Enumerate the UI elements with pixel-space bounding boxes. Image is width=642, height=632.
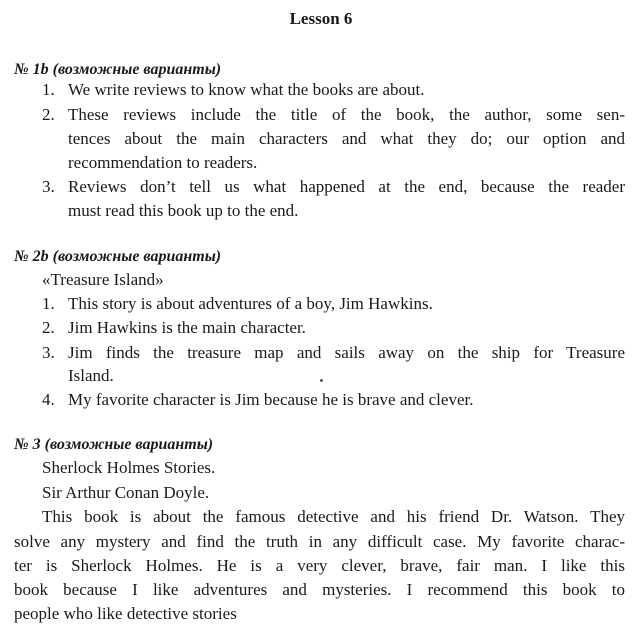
book-author: Sir Arthur Conan Doyle.	[42, 483, 210, 502]
item-number: 1.	[42, 80, 55, 99]
item-number: 4.	[42, 390, 55, 409]
item-text-line: tences about the main characters and what they do; our option and	[68, 129, 625, 148]
item-text-line: Island.	[68, 366, 114, 385]
section-3-heading: № 3 (возможные варианты)	[14, 436, 214, 453]
page-title: Lesson 6	[289, 9, 353, 28]
item-number: 1.	[42, 294, 55, 313]
item-text-line: must read this book up to the end.	[68, 201, 299, 220]
item-text-line: My favorite character is Jim because he is brave and clever.	[68, 390, 474, 409]
item-text-line: This story is about adventures of a boy, Jim Hawkins.	[68, 294, 433, 313]
item-number: 2.	[42, 318, 55, 337]
item-text-line: Reviews don’t tell us what happened at the end, because the reader	[68, 177, 625, 196]
section-2b-heading: № 2b (возможные варианты)	[14, 248, 222, 265]
item-text-line: We write reviews to know what the books are about.	[68, 80, 425, 99]
book-title: «Treasure Island»	[42, 270, 164, 289]
print-speck	[320, 379, 323, 382]
book-title: Sherlock Holmes Stories.	[42, 458, 216, 477]
item-number: 2.	[42, 105, 55, 124]
item-text-line: These reviews include the title of the book, the author, some sen-	[68, 105, 625, 124]
section-1b-heading: № 1b (возможные варианты)	[14, 61, 222, 78]
paragraph-line: solve any mystery and find the truth in any difficult case. My favorite charac-	[14, 532, 625, 551]
item-number: 3.	[42, 177, 55, 196]
paragraph-line: This book is about the famous detective and his friend Dr. Watson. They	[42, 507, 625, 526]
paragraph-line: ter is Sherlock Holmes. He is a very clever, brave, fair man. I like this	[14, 556, 625, 575]
item-number: 3.	[42, 343, 55, 362]
item-text-line: recommendation to readers.	[68, 153, 258, 172]
paragraph-line: book because I like adventures and mysteries. I recommend this book to	[14, 580, 625, 599]
item-text-line: Jim Hawkins is the main character.	[68, 318, 306, 337]
item-text-line: Jim finds the treasure map and sails away on the ship for Treasure	[68, 343, 625, 362]
paragraph-line: people who like detective stories	[14, 604, 237, 623]
